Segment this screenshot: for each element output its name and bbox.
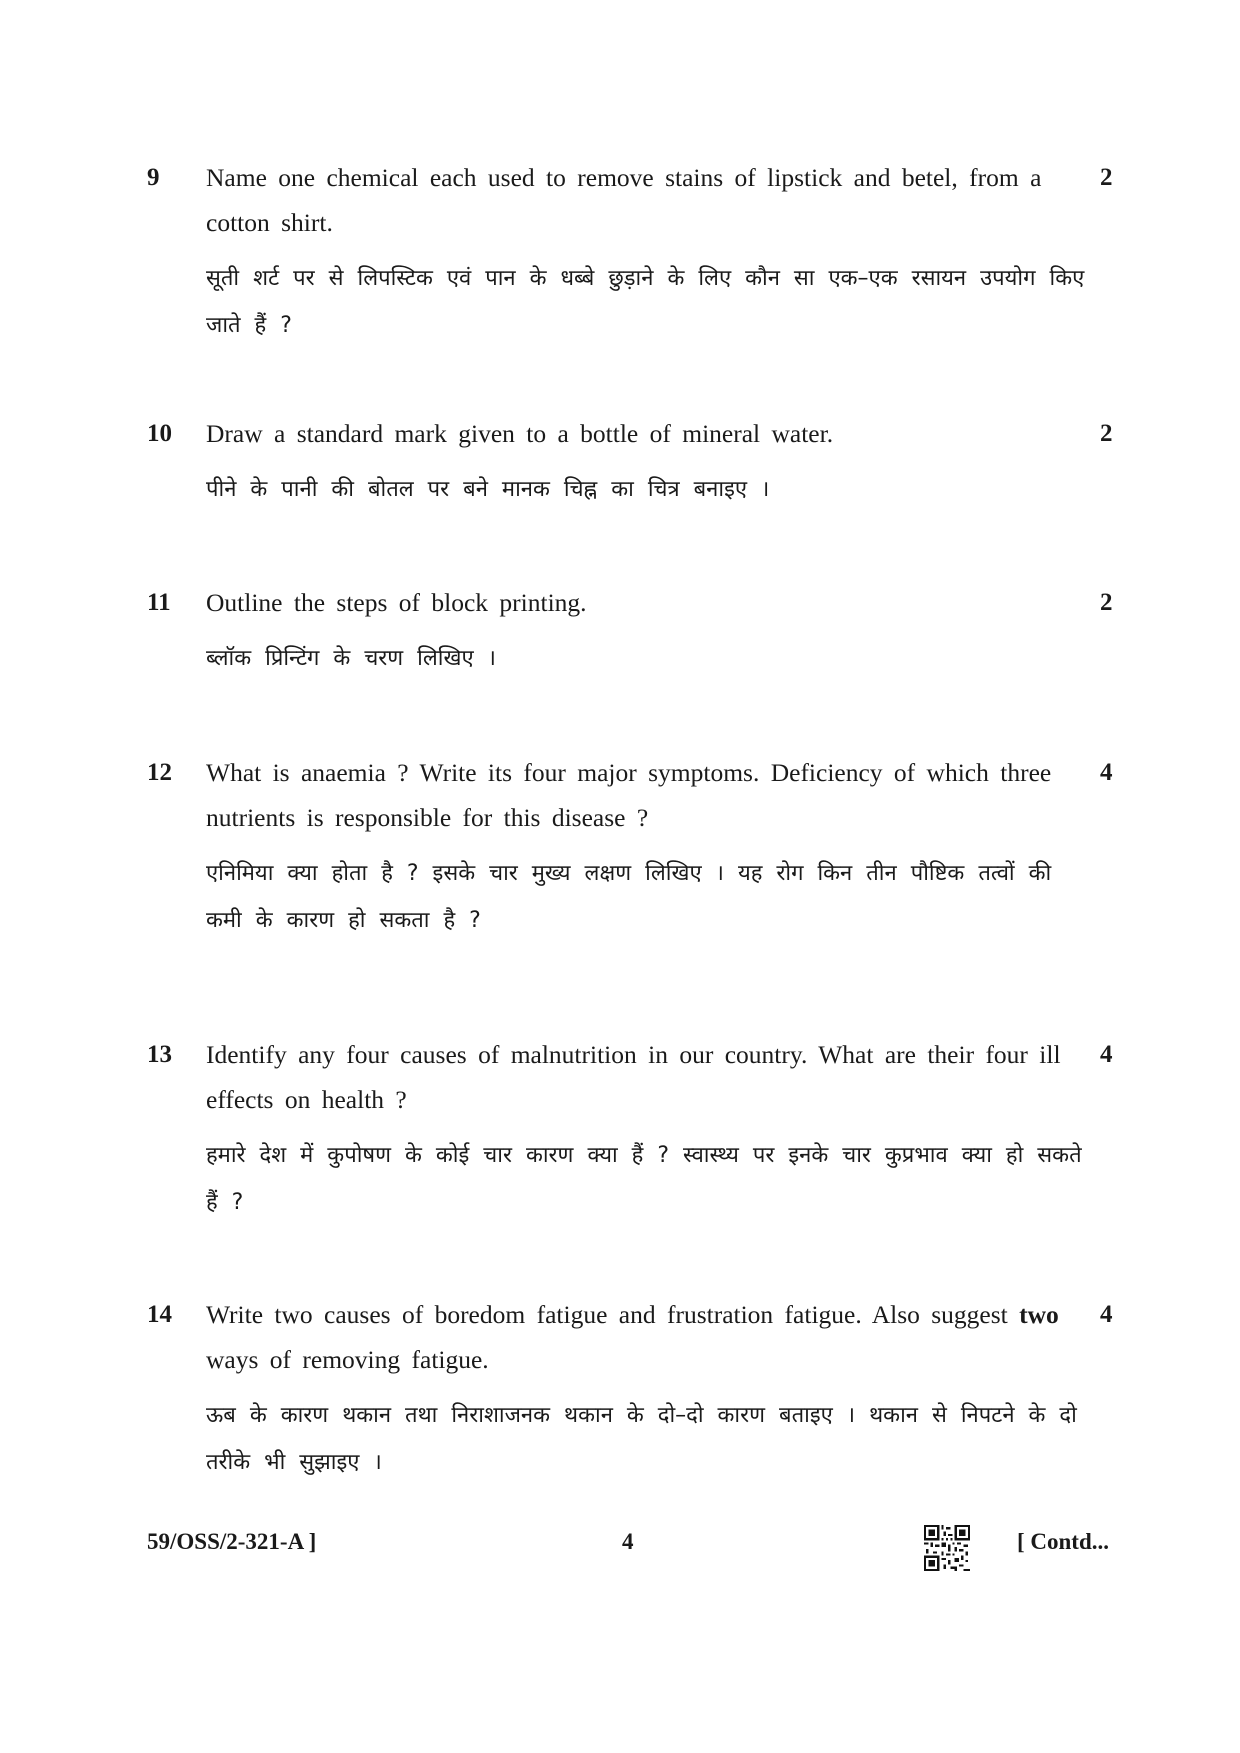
question-marks: 4 (1100, 759, 1113, 786)
question-marks: 2 (1100, 420, 1113, 447)
continued-label: [ Contd... (1017, 1529, 1110, 1554)
emphasis-text: two (1019, 1300, 1059, 1329)
question-text-english (206, 1292, 1086, 1382)
question-number: 13 (147, 1041, 172, 1068)
question-marks: 4 (1100, 1041, 1113, 1068)
question-body (206, 1292, 1086, 1486)
question-text-english: Outline the steps of block printing. (206, 588, 587, 617)
qr-code-icon (924, 1525, 970, 1571)
question-body (206, 155, 1086, 349)
question-body (206, 1032, 1086, 1226)
question-number: 9 (147, 164, 160, 191)
question-text-hindi: ऊब के कारण थकान तथा निराशाजनक थकान के दो–दो कारण बताइए । थकान से निपटने के दो तरीके भी सुझाइए । (206, 1403, 1077, 1475)
question-marks: 4 (1100, 1301, 1113, 1328)
question-text-hindi: एनिमिया क्या होता है ? इसके चार मुख्य लक्षण लिखिए । यह रोग किन तीन पौष्टिक तत्वों की कमी के कारण हो सकता है ? (206, 861, 1052, 933)
page-number: 4 (622, 1529, 634, 1554)
question-text-part: ways of removing fatigue. (206, 1345, 489, 1374)
question-number: 14 (147, 1301, 172, 1328)
question-marks: 2 (1100, 589, 1113, 616)
question-number: 12 (147, 759, 172, 786)
question-number: 11 (147, 589, 171, 616)
question-text-hindi: पीने के पानी की बोतल पर बने मानक चिह्न का चित्र बनाइए । (206, 477, 770, 502)
paper-code: 59/OSS/2-321-A ] (147, 1529, 317, 1554)
question-marks: 2 (1100, 164, 1113, 191)
question-text-hindi: हमारे देश में कुपोषण के कोई चार कारण क्या हैं ? स्वास्थ्य पर इनके चार कुप्रभाव क्या हो सकते हैं ? (206, 1143, 1082, 1215)
question-body (206, 580, 1086, 682)
question-text-hindi: सूती शर्ट पर से लिपस्टिक एवं पान के धब्बे छुड़ाने के लिए कौन सा एक–एक रसायन उपयोग किए जाते हैं ? (206, 266, 1085, 338)
question-text-part: Write two causes of boredom fatigue and frustration fatigue. Also suggest (206, 1300, 1020, 1329)
question-body (206, 411, 1086, 513)
question-text-english: Name one chemical each used to remove stains of lipstick and betel, from a cotton shirt. (206, 163, 1042, 237)
question-text-english: What is anaemia ? Write its four major symptoms. Deficiency of which three nutrients is responsible for this disease ? (206, 758, 1052, 832)
question-body (206, 750, 1086, 944)
question-text-english: Draw a standard mark given to a bottle of mineral water. (206, 419, 834, 448)
page-footer (0, 1522, 1240, 1562)
question-text-hindi: ब्लॉक प्रिन्टिंग के चरण लिखिए । (206, 646, 496, 671)
question-number: 10 (147, 420, 172, 447)
question-text-english: Identify any four causes of malnutrition in our country. What are their four ill effects on health ? (206, 1040, 1061, 1114)
